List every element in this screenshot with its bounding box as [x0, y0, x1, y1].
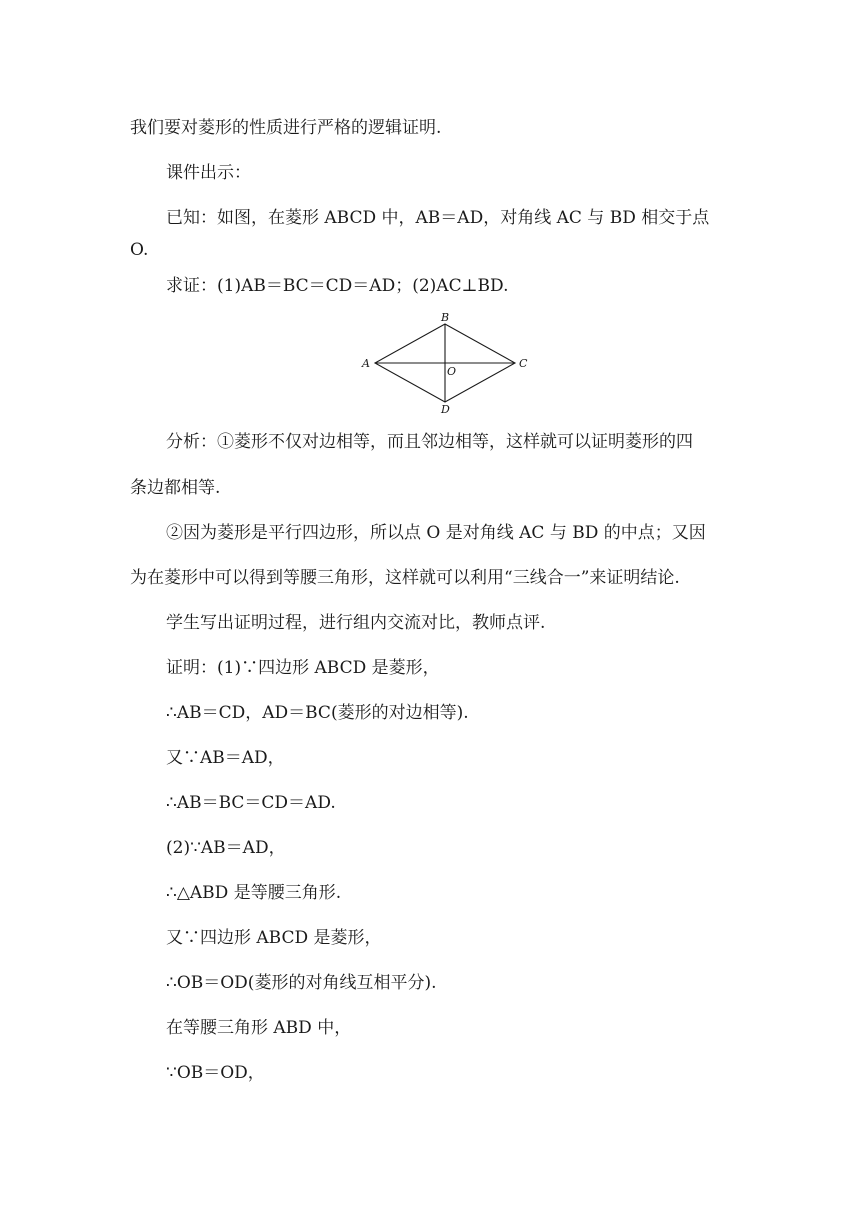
- text-line-analysis-2-cont: 为在菱形中可以得到等腰三角形，这样就可以利用“三线合一”来证明结论.: [130, 568, 680, 588]
- text-line-proof-5: ∴△ABD 是等腰三角形.: [166, 883, 342, 903]
- text-line-analysis-2: ②因为菱形是平行四边形，所以点 O 是对角线 AC 与 BD 的中点；又因: [166, 523, 706, 543]
- text-line-proof-6: 又∵四边形 ABCD 是菱形，: [166, 928, 382, 948]
- text-line-students: 学生写出证明过程，进行组内交流对比，教师点评.: [166, 613, 546, 633]
- text-line-proof-1: ∴AB＝CD，AD＝BC(菱形的对边相等).: [166, 703, 469, 723]
- text-line-proof-9: ∵OB＝OD，: [166, 1063, 265, 1083]
- text-line-proof-7: ∴OB＝OD(菱形的对角线互相平分).: [166, 973, 437, 993]
- text-line-given: 已知：如图，在菱形 ABCD 中，AB＝AD，对角线 AC 与 BD 相交于点: [166, 208, 710, 228]
- text-line-proof-4: (2)∵AB＝AD，: [166, 838, 286, 858]
- label-o: O: [447, 365, 457, 378]
- text-line-proof-start: 证明：(1)∵四边形 ABCD 是菱形，: [166, 658, 440, 678]
- label-d: D: [441, 403, 450, 416]
- text-line-prove: 求证：(1)AB＝BC＝CD＝AD；(2)AC⊥BD.: [166, 276, 509, 296]
- text-line-proof-8: 在等腰三角形 ABD 中，: [166, 1018, 352, 1038]
- label-c: C: [519, 357, 528, 370]
- label-b: B: [441, 311, 450, 324]
- text-line-analysis-1-cont: 条边都相等.: [130, 478, 221, 498]
- text-line-analysis-1: 分析：①菱形不仅对边相等，而且邻边相等，这样就可以证明菱形的四: [166, 432, 693, 452]
- text-line-courseware: 课件出示：: [166, 163, 251, 183]
- rhombus-figure: [355, 308, 535, 420]
- text-line-proof-2: 又∵AB＝AD，: [166, 748, 285, 768]
- label-a: A: [362, 357, 370, 370]
- text-line-intro: 我们要对菱形的性质进行严格的逻辑证明.: [130, 118, 442, 138]
- text-line-given-cont: O.: [130, 240, 149, 260]
- text-line-proof-3: ∴AB＝BC＝CD＝AD.: [166, 793, 336, 813]
